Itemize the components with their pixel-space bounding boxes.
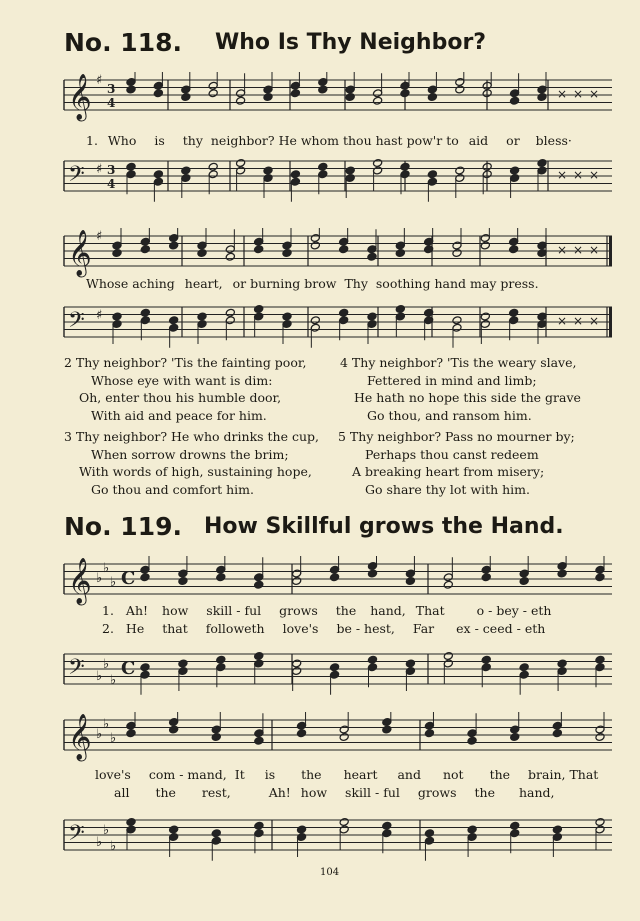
flat-icon: ♭ bbox=[110, 731, 117, 746]
verse-4: 4 Thy neighbor? 'Tis the weary slave, Fettered in mind and limb; He hath no hope this side the grave Go thou, and ransom him. bbox=[340, 355, 581, 423]
time-signature-lower: 4 bbox=[107, 96, 116, 110]
flat-icon: ♭ bbox=[103, 717, 110, 732]
rest-icon: × bbox=[589, 168, 600, 182]
time-signature: 3 bbox=[107, 82, 116, 96]
flat-icon: ♭ bbox=[103, 823, 110, 838]
hymn-title: How Skillful grows the Hand. bbox=[204, 514, 564, 539]
flat-icon: ♭ bbox=[96, 727, 103, 742]
rest-icon: × bbox=[557, 87, 568, 101]
lyric-line-3: love's com - mand, It is the heart and not the brain, That bbox=[95, 767, 599, 782]
bass-clef-icon: 𝄢 bbox=[68, 162, 85, 192]
staff-lines bbox=[64, 161, 612, 191]
lyric-verse-1: 1. Ah! how skill - ful grows the hand, That o - bey - eth bbox=[102, 603, 552, 618]
time-signature-lower: 4 bbox=[107, 177, 116, 191]
final-barline bbox=[609, 236, 612, 266]
time-signature: C bbox=[121, 658, 136, 679]
rest-icon: × bbox=[589, 87, 600, 101]
flat-icon: ♭ bbox=[110, 673, 117, 688]
treble-clef-icon: 𝄞 bbox=[68, 558, 92, 604]
flat-icon: ♭ bbox=[96, 835, 103, 850]
sharp-icon: ♯ bbox=[96, 308, 103, 323]
time-signature: 3 bbox=[107, 163, 116, 177]
hymn-number: No. 119. bbox=[64, 512, 182, 541]
flat-icon: ♭ bbox=[103, 657, 110, 672]
rest-icon: × bbox=[557, 243, 568, 257]
rest-icon: × bbox=[557, 168, 568, 182]
bass-clef-icon: 𝄢 bbox=[68, 655, 85, 685]
treble-clef-icon: 𝄞 bbox=[68, 714, 92, 760]
bass-clef-icon: 𝄢 bbox=[68, 821, 85, 851]
bass-staff-system-1 bbox=[60, 153, 620, 207]
verse-2: 2 Thy neighbor? 'Tis the fainting poor, Whose eye with want is dim: Oh, enter thou his humble door, With aid and peace for him. bbox=[64, 355, 307, 423]
notes bbox=[126, 159, 547, 202]
flat-icon: ♭ bbox=[103, 561, 110, 576]
notes bbox=[112, 305, 547, 348]
hymn-title: Who Is Thy Neighbor? bbox=[215, 30, 487, 55]
notes bbox=[140, 652, 605, 695]
flat-icon: ♭ bbox=[96, 669, 103, 684]
treble-clef-icon: 𝄞 bbox=[68, 74, 92, 120]
notes bbox=[112, 228, 547, 261]
bass-staff-system-2 bbox=[60, 299, 620, 353]
staff-lines bbox=[64, 820, 612, 850]
flat-icon: ♭ bbox=[110, 575, 117, 590]
time-signature: C bbox=[121, 568, 136, 589]
rest-icon: × bbox=[573, 168, 584, 182]
treble-staff-system-1 bbox=[60, 72, 620, 126]
notes bbox=[126, 712, 605, 745]
staff-lines bbox=[64, 720, 612, 750]
rest-icon: × bbox=[589, 314, 600, 328]
staff-lines bbox=[64, 80, 612, 110]
final-barline bbox=[609, 307, 612, 337]
flat-icon: ♭ bbox=[110, 839, 117, 854]
treble-staff-system-3 bbox=[60, 556, 620, 610]
treble-clef-icon: 𝄞 bbox=[68, 230, 92, 276]
rest-icon: × bbox=[557, 314, 568, 328]
lyric-line-2: Whose aching heart, or burning brow Thy soothing hand may press. bbox=[86, 276, 539, 291]
flat-icon: ♭ bbox=[96, 571, 103, 586]
verse-5: 5 Thy neighbor? Pass no mourner by; Perhaps thou canst redeem A breaking heart from misery; Go share thy lot with him. bbox=[338, 429, 575, 497]
rest-icon: × bbox=[589, 243, 600, 257]
rest-icon: × bbox=[573, 87, 584, 101]
notes bbox=[140, 556, 605, 589]
sharp-icon: ♯ bbox=[96, 229, 103, 244]
sharp-icon: ♯ bbox=[96, 73, 103, 88]
bass-clef-icon: 𝄢 bbox=[68, 308, 85, 338]
bass-staff-system-4 bbox=[60, 812, 620, 866]
rest-icon: × bbox=[573, 314, 584, 328]
hymn-number: No. 118. bbox=[64, 28, 182, 57]
lyric-line-4: all the rest, Ah! how skill - ful grows the hand, bbox=[114, 785, 555, 800]
notes bbox=[126, 72, 547, 105]
bass-staff-system-3 bbox=[60, 646, 620, 700]
rest-icon: × bbox=[573, 243, 584, 257]
verse-3: 3 Thy neighbor? He who drinks the cup, When sorrow drowns the brim; With words of high, sustaining hope, Go thou and comfort him. bbox=[64, 429, 320, 497]
treble-staff-system-4 bbox=[60, 712, 620, 766]
lyric-line-1: 1. Who is thy neighbor? He whom thou hast pow'r to aid or bless· bbox=[86, 133, 572, 148]
page-number: 104 bbox=[320, 867, 340, 878]
treble-staff-system-2 bbox=[60, 228, 620, 282]
sharp-icon: ♯ bbox=[96, 162, 103, 177]
hymn-119-header bbox=[0, 512, 640, 552]
lyric-verse-2: 2. He that followeth love's be - hest, Far ex - ceed - eth bbox=[102, 621, 546, 636]
hymn-118-header bbox=[0, 28, 640, 68]
notes bbox=[126, 818, 605, 861]
